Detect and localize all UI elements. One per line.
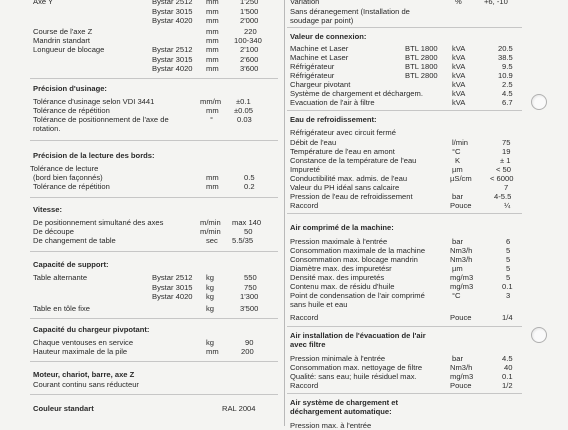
refroid-label-4: Impureté xyxy=(290,165,320,174)
air-unit-4: mg/m3 xyxy=(450,273,474,282)
chargement-cut-line: Pression max. à l'entrée xyxy=(290,421,372,430)
evac-heading-2: avec filtre xyxy=(290,340,326,349)
refroid-heading: Eau de refroidissement: xyxy=(290,115,377,124)
right-top-label-2: soudage par point) xyxy=(290,16,354,25)
connexion-value-5: 4.5 xyxy=(502,89,513,98)
refroid-unit-8: Pouce xyxy=(450,201,472,210)
connexion-label-2: Réfrigérateur xyxy=(290,62,335,71)
refroid-unit-5: µS/cm xyxy=(450,174,472,183)
left-top-value-6: 2'600 xyxy=(240,55,259,64)
right-top-unit-0: % xyxy=(455,0,462,6)
air-unit-6: °C xyxy=(452,291,461,300)
vitesse-unit-0: m/min xyxy=(200,218,221,227)
connexion-model-2: BTL 1800 xyxy=(405,62,438,71)
right-rule-2 xyxy=(287,110,522,111)
refroid-label-3: Constance de la température de l'eau xyxy=(290,156,417,165)
vitesse-label-0: De positionnement simultané des axes xyxy=(33,218,164,227)
air-value-2: 5 xyxy=(506,255,511,264)
chargeur-unit-0: kg xyxy=(206,338,215,347)
air-unit-3: µm xyxy=(452,264,463,273)
precision-heading: Précision d'usinage: xyxy=(33,84,107,93)
connexion-unit-3: kVA xyxy=(452,71,466,80)
connexion-value-3: 10.9 xyxy=(498,71,513,80)
left-top-model-1: Bystar 3015 xyxy=(152,7,193,16)
refroid-label-2: Température de l'eau en amont xyxy=(290,147,395,156)
air-label-5: Contenu max. de résidu d'huile xyxy=(290,282,395,291)
vitesse-label-2: De changement de table xyxy=(33,236,116,245)
refroid-value-4: < 50 xyxy=(496,165,511,174)
refroid-label-6: Valeur du PH idéal sans calcaire xyxy=(290,183,400,192)
connexion-model-1: BTL 2800 xyxy=(405,53,438,62)
left-top-label-5: Longueur de blocage xyxy=(33,45,105,54)
evac-unit-1: Nm3/h xyxy=(450,363,473,372)
air-unit-1: Nm3/h xyxy=(450,246,473,255)
right-top-label-0: Variation xyxy=(290,0,320,6)
lecture-label-2: Tolérance de répétition xyxy=(33,182,110,191)
support-value-0: 550 xyxy=(244,273,257,282)
lecture-value-1: 0.5 xyxy=(244,173,255,182)
support-unit-2: kg xyxy=(206,292,215,301)
refroid-value-3: ± 1 xyxy=(500,156,511,165)
refroid-value-2: 19 xyxy=(502,147,511,156)
connexion-label-3: Réfrigérateur xyxy=(290,71,335,80)
vitesse-unit-2: sec xyxy=(206,236,218,245)
connexion-value-1: 38.5 xyxy=(498,53,513,62)
vitesse-label-1: De découpe xyxy=(33,227,74,236)
lecture-unit-1: mm xyxy=(206,173,219,182)
support-value-1: 750 xyxy=(244,283,257,292)
support-label-3: Table en tôle fixe xyxy=(33,304,90,313)
refroid-value-5: < 6000 xyxy=(490,174,514,183)
precision-unit-1: mm xyxy=(206,106,219,115)
left-top-label-0: Axe Y xyxy=(33,0,54,6)
precision-label-0: Tolérance d'usinage selon VDI 3441 xyxy=(33,97,155,106)
refroid-unit-1: l/min xyxy=(452,138,469,147)
evac-unit-3: Pouce xyxy=(450,381,472,390)
left-top-unit-4: mm xyxy=(206,36,219,45)
left-rule-2 xyxy=(30,140,278,141)
air-label-7: sans huile et eau xyxy=(290,300,348,309)
refroid-value-7: 4-5.5 xyxy=(494,192,512,201)
vitesse-value-1: 50 xyxy=(244,227,253,236)
chargeur-value-1: 200 xyxy=(241,347,254,356)
connexion-label-1: Machine et Laser xyxy=(290,53,349,62)
precision-value-2: 0.03 xyxy=(237,115,252,124)
lecture-unit-2: mm xyxy=(206,182,219,191)
support-unit-1: kg xyxy=(206,283,215,292)
connexion-model-0: BTL 1800 xyxy=(405,44,438,53)
refroid-unit-3: K xyxy=(455,156,461,165)
left-top-unit-1: mm xyxy=(206,7,219,16)
precision-value-1: ±0.05 xyxy=(234,106,253,115)
evac-value-2: 0.1 xyxy=(502,372,513,381)
air-value-3: 5 xyxy=(506,264,511,273)
left-rule-4 xyxy=(30,251,278,252)
refroid-unit-4: µm xyxy=(452,165,463,174)
connexion-unit-5: kVA xyxy=(452,89,466,98)
punch-hole-bottom xyxy=(531,327,547,343)
connexion-value-4: 2.5 xyxy=(502,80,513,89)
connexion-unit-0: kVA xyxy=(452,44,466,53)
air-unit-8: Pouce xyxy=(450,313,472,322)
air-label-0: Pression maximale à l'entrée xyxy=(290,237,388,246)
left-top-model-5: Bystar 2512 xyxy=(152,45,193,54)
left-top-value-5: 2'100 xyxy=(240,45,259,54)
right-rule-3 xyxy=(287,213,522,214)
air-label-1: Consommation maximale de la machine xyxy=(290,246,426,255)
air-label-4: Densité max. des impuretés xyxy=(290,273,385,282)
air-unit-5: mg/m3 xyxy=(450,282,474,291)
vitesse-unit-1: m/min xyxy=(200,227,221,236)
precision-label-3: rotation. xyxy=(33,124,61,133)
precision-label-1: Tolérance de répétition xyxy=(33,106,110,115)
right-top-value-0: +6, -10 xyxy=(484,0,508,6)
punch-hole-top xyxy=(531,94,547,110)
air-label-8: Raccord xyxy=(290,313,319,322)
left-top-label-4: Mandrin standart xyxy=(33,36,90,45)
left-rule-3 xyxy=(30,197,278,198)
support-value-2: 1'300 xyxy=(240,292,259,301)
right-top-label-1: Sans déranegement (Installation de xyxy=(290,7,410,16)
air-label-2: Consommation max. blocage mandrin xyxy=(290,255,418,264)
refroid-unit-2: °C xyxy=(452,147,461,156)
chargeur-label-1: Hauteur maximale de la pile xyxy=(33,347,128,356)
refroid-value-8: ¼ xyxy=(504,201,511,210)
vitesse-heading: Vitesse: xyxy=(33,205,62,214)
air-heading: Air comprimé de la machine: xyxy=(290,223,394,232)
evac-value-3: 1/2 xyxy=(502,381,513,390)
support-unit-3: kg xyxy=(206,304,215,313)
support-value-3: 3'500 xyxy=(240,304,259,313)
evac-value-0: 4.5 xyxy=(502,354,513,363)
lecture-label-1: (bord bien façonnés) xyxy=(33,173,103,182)
left-top-value-7: 3'600 xyxy=(240,64,259,73)
evac-label-1: Consommation max. nettoyage de filtre xyxy=(290,363,423,372)
left-rule-5 xyxy=(30,318,278,319)
precision-unit-2: ° xyxy=(210,115,214,124)
evac-value-1: 40 xyxy=(504,363,513,372)
right-rule-5 xyxy=(287,393,522,394)
air-value-5: 0.1 xyxy=(502,282,513,291)
evac-label-0: Pression minimale à l'entrée xyxy=(290,354,386,363)
connexion-unit-4: kVA xyxy=(452,80,466,89)
precision-value-0: ±0.1 xyxy=(236,97,251,106)
left-top-unit-7: mm xyxy=(206,64,219,73)
lecture-value-2: 0.2 xyxy=(244,182,255,191)
air-value-1: 5 xyxy=(506,246,511,255)
connexion-unit-2: kVA xyxy=(452,62,466,71)
left-top-value-2: 2'000 xyxy=(240,16,259,25)
evac-label-2: Qualité: sans eau; huile résiduel max. xyxy=(290,372,417,381)
refroid-label-0: Réfrigérateur avec circuit fermé xyxy=(290,128,396,137)
connexion-value-6: 6.7 xyxy=(502,98,513,107)
support-label-0: Table alternante xyxy=(33,273,88,282)
refroid-label-5: Conductibilité max. admis. de l'eau xyxy=(290,174,408,183)
column-divider xyxy=(284,0,285,426)
left-top-model-7: Bystar 4020 xyxy=(152,64,193,73)
connexion-label-5: Système de chargement et déchargem. xyxy=(290,89,423,98)
support-model-1: Bystar 3015 xyxy=(152,283,193,292)
left-rule-7 xyxy=(30,394,278,395)
connexion-value-2: 9.5 xyxy=(502,62,513,71)
lecture-heading: Précision de la lecture des bords: xyxy=(33,151,155,160)
connexion-value-0: 20.5 xyxy=(498,44,513,53)
left-top-model-6: Bystar 3015 xyxy=(152,55,193,64)
air-label-6: Point de condensation de l'air comprimé xyxy=(290,291,425,300)
evac-heading-1: Air installation de l'évacuation de l'air xyxy=(290,331,426,340)
vitesse-value-2: 5.5/35 xyxy=(232,236,254,245)
left-top-model-0: Bystar 2512 xyxy=(152,0,193,6)
refroid-label-1: Débit de l'eau xyxy=(290,138,337,147)
air-value-8: 1/4 xyxy=(502,313,513,322)
left-top-unit-2: mm xyxy=(206,16,219,25)
air-value-0: 6 xyxy=(506,237,511,246)
support-unit-0: kg xyxy=(206,273,215,282)
connexion-heading: Valeur de connexion: xyxy=(290,32,367,41)
refroid-label-7: Pression de l'eau de refroidissement xyxy=(290,192,413,201)
chargeur-value-0: 90 xyxy=(245,338,254,347)
chargement-heading-2: déchargement automatique: xyxy=(290,407,392,416)
left-rule-6 xyxy=(30,361,278,362)
couleur-value: RAL 2004 xyxy=(222,404,256,413)
air-label-3: Diamètre max. des impuretésr xyxy=(290,264,392,273)
connexion-model-3: BTL 2800 xyxy=(405,71,438,80)
refroid-value-1: 75 xyxy=(502,138,511,147)
chargeur-heading: Capacité du chargeur pivpotant: xyxy=(33,325,150,334)
air-value-4: 5 xyxy=(506,273,511,282)
left-rule-1 xyxy=(30,78,278,79)
left-top-value-4: 100-340 xyxy=(234,36,262,45)
evac-label-3: Raccord xyxy=(290,381,319,390)
vitesse-value-0: max 140 xyxy=(232,218,262,227)
connexion-unit-6: kVA xyxy=(452,98,466,107)
support-model-2: Bystar 4020 xyxy=(152,292,193,301)
left-top-unit-5: mm xyxy=(206,45,219,54)
precision-unit-0: mm/m xyxy=(200,97,222,106)
moteur-heading: Moteur, chariot, barre, axe Z xyxy=(33,370,135,379)
left-top-unit-0: mm xyxy=(206,0,219,6)
couleur-label: Couleur standart xyxy=(33,404,94,413)
support-heading: Capacité de support: xyxy=(33,260,109,269)
connexion-label-0: Machine et Laser xyxy=(290,44,349,53)
moteur-line: Courant continu sans réducteur xyxy=(33,380,139,389)
chargement-heading-1: Air système de chargement et xyxy=(290,398,399,407)
precision-label-2: Tolérance de positionnement de l'axe de xyxy=(33,115,169,124)
air-unit-2: Nm3/h xyxy=(450,255,473,264)
left-top-model-2: Bystar 4020 xyxy=(152,16,193,25)
connexion-label-6: Evacuation de l'air à filtre xyxy=(290,98,375,107)
refroid-label-8: Raccord xyxy=(290,201,319,210)
air-unit-0: bar xyxy=(452,237,463,246)
left-top-value-3: 220 xyxy=(244,27,257,36)
left-top-label-3: Course de l'axe Z xyxy=(33,27,93,36)
right-rule-4 xyxy=(287,326,522,327)
support-model-0: Bystar 2512 xyxy=(152,273,193,282)
air-value-6: 3 xyxy=(506,291,511,300)
right-rule-1 xyxy=(287,27,522,28)
left-top-value-1: 1'500 xyxy=(240,7,259,16)
lecture-label-0: Tolérance de lecture xyxy=(30,164,99,173)
refroid-value-6: 7 xyxy=(504,183,509,192)
evac-unit-0: bar xyxy=(452,354,463,363)
left-top-unit-3: mm xyxy=(206,27,219,36)
refroid-unit-7: bar xyxy=(452,192,463,201)
connexion-label-4: Chargeur pivotant xyxy=(290,80,351,89)
evac-unit-2: mg/m3 xyxy=(450,372,474,381)
left-top-unit-6: mm xyxy=(206,55,219,64)
chargeur-unit-1: mm xyxy=(206,347,219,356)
left-top-value-0: 1'250 xyxy=(240,0,259,6)
connexion-unit-1: kVA xyxy=(452,53,466,62)
chargeur-label-0: Chaque ventouses en service xyxy=(33,338,134,347)
